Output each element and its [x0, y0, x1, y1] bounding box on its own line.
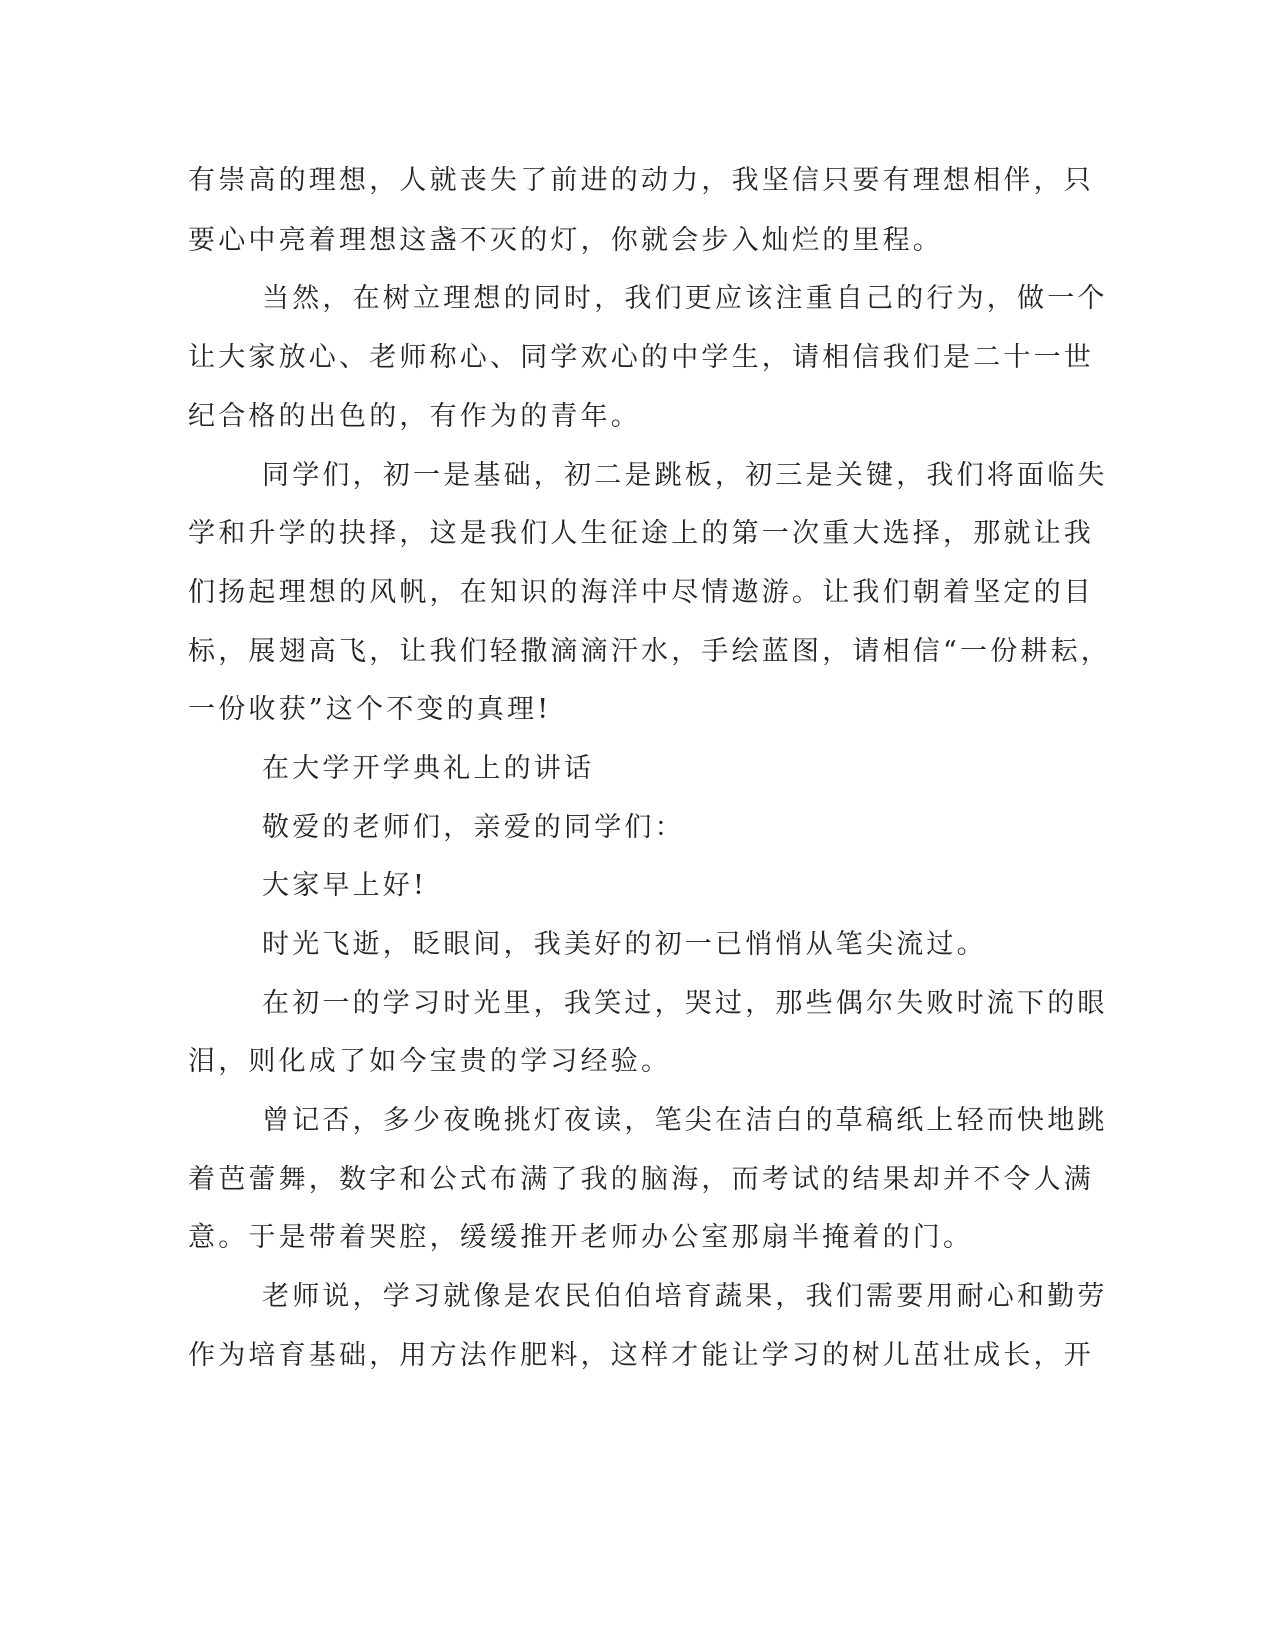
text-line: 意。于是带着哭腔，缓缓推开老师办公室那扇半掩着的门。: [188, 1222, 974, 1253]
text-line: 一份收获”这个不变的真理!: [188, 694, 552, 725]
text-line: 标，展翅高飞，让我们轻撒滴滴汗水，手绘蓝图，请相信“一份耕耘，: [188, 636, 1112, 667]
text-line: 作为培育基础，用方法作肥料，这样才能让学习的树儿茁壮成长，开: [188, 1340, 1094, 1371]
paragraph-start: 时光飞逝，眨眼间，我美好的初一已悄悄从笔尖流过。: [262, 929, 987, 960]
text-line: 纪合格的出色的，有作为的青年。: [188, 401, 641, 432]
text-line: 们扬起理想的风帆，在知识的海洋中尽情遨游。让我们朝着坚定的目: [188, 577, 1094, 608]
text-line: 让大家放心、老师称心、同学欢心的中学生，请相信我们是二十一世: [188, 342, 1094, 373]
paragraph-start: 当然，在树立理想的同时，我们更应该注重自己的行为，做一个: [262, 283, 1108, 314]
speech-title: 在大学开学典礼上的讲话: [262, 753, 595, 784]
text-line: 泪，则化成了如今宝贵的学习经验。: [188, 1046, 672, 1077]
text-line: 要心中亮着理想这盏不灭的灯，你就会步入灿烂的里程。: [188, 225, 943, 256]
paragraph-start: 同学们，初一是基础，初二是跳板，初三是关键，我们将面临失: [262, 460, 1108, 491]
text-line: 着芭蕾舞，数字和公式布满了我的脑海，而考试的结果却并不令人满: [188, 1164, 1094, 1195]
text-line: 学和升学的抉择，这是我们人生征途上的第一次重大选择，那就让我: [188, 518, 1094, 549]
salutation: 敬爱的老师们，亲爱的同学们：: [262, 812, 685, 843]
greeting: 大家早上好!: [262, 870, 428, 901]
paragraph-start: 曾记否，多少夜晚挑灯夜读，笔尖在洁白的草稿纸上轻而快地跳: [262, 1105, 1108, 1136]
paragraph-start: 老师说，学习就像是农民伯伯培育蔬果，我们需要用耐心和勤劳: [262, 1281, 1108, 1312]
text-line: 有崇高的理想，人就丧失了前进的动力，我坚信只要有理想相伴，只: [188, 165, 1094, 196]
paragraph-start: 在初一的学习时光里，我笑过，哭过，那些偶尔失败时流下的眼: [262, 988, 1108, 1019]
